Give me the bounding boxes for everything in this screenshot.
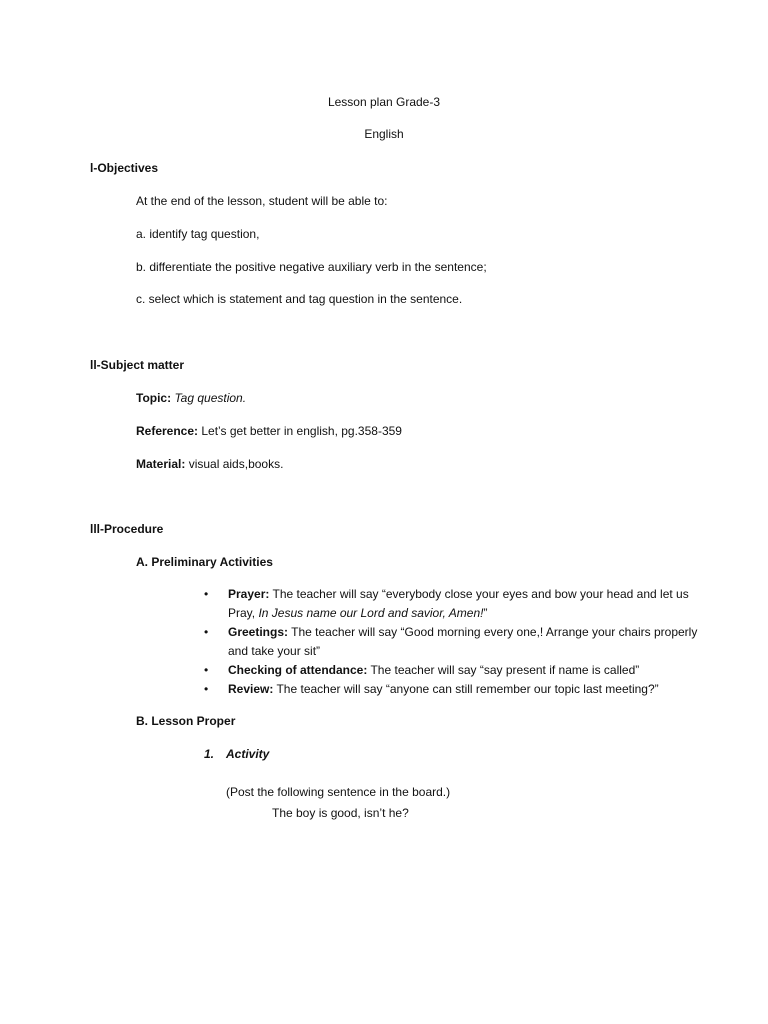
bullet-text: The teacher will say “say present if name is called” — [367, 663, 640, 677]
objective-item: a. identify tag question, — [136, 227, 260, 241]
material-line — [136, 455, 283, 474]
material-label: Material: — [136, 457, 186, 471]
reference-value: Let’s get better in english, pg.358-359 — [201, 424, 402, 438]
preliminary-activities-list — [200, 585, 700, 699]
preliminary-heading: A. Preliminary Activities — [136, 555, 273, 569]
bullet-text: The teacher will say “Good morning every one,! Arrange your chairs properly and take your sit” — [228, 625, 698, 658]
document-title: Lesson plan Grade-3 — [327, 95, 441, 109]
bullet-icon: • — [204, 625, 209, 639]
list-item — [200, 623, 700, 661]
bullet-label: Greetings: — [228, 625, 289, 639]
example-sentence: The boy is good, isn’t he? — [272, 806, 409, 820]
bullet-label: Review: — [228, 682, 274, 696]
bullet-text: The teacher will say “anyone can still remember our topic last meeting?” — [273, 682, 659, 696]
list-item — [200, 585, 700, 623]
material-value: visual aids,books. — [188, 457, 284, 471]
procedure-heading: lll-Procedure — [90, 522, 164, 536]
subject-matter-heading: ll-Subject matter — [90, 358, 185, 372]
list-item — [200, 661, 700, 680]
bullet-label: Prayer: — [228, 587, 270, 601]
objective-item: b. differentiate the positive negative auxiliary verb in the sentence; — [136, 260, 487, 274]
bullet-icon: • — [204, 682, 209, 696]
bullet-icon: • — [204, 587, 209, 601]
bullet-label: Checking of attendance: — [228, 663, 368, 677]
bullet-text-tail: ” — [483, 606, 488, 620]
lesson-proper-heading: B. Lesson Proper — [136, 714, 236, 728]
document-subject: English — [364, 127, 404, 141]
objectives-intro: At the end of the lesson, student will be able to: — [136, 194, 388, 208]
topic-label: Topic: — [136, 391, 172, 405]
bullet-icon: • — [204, 663, 209, 677]
reference-line — [136, 422, 402, 441]
objective-item: c. select which is statement and tag question in the sentence. — [136, 292, 463, 306]
bullet-italic-text: In Jesus name our Lord and savior, Amen! — [258, 606, 484, 620]
activity-heading — [204, 745, 269, 764]
post-instruction: (Post the following sentence in the board.) — [226, 785, 451, 799]
topic-line — [136, 389, 246, 408]
bullet-text: The teacher will say “everybody close your eyes and bow your head and let us Pray, — [228, 587, 689, 620]
objectives-heading: l-Objectives — [90, 161, 159, 175]
activity-label: Activity — [226, 747, 270, 761]
topic-value: Tag question. — [174, 391, 247, 405]
reference-label: Reference: — [136, 424, 199, 438]
activity-number: 1. — [204, 747, 215, 761]
list-item — [200, 680, 700, 699]
